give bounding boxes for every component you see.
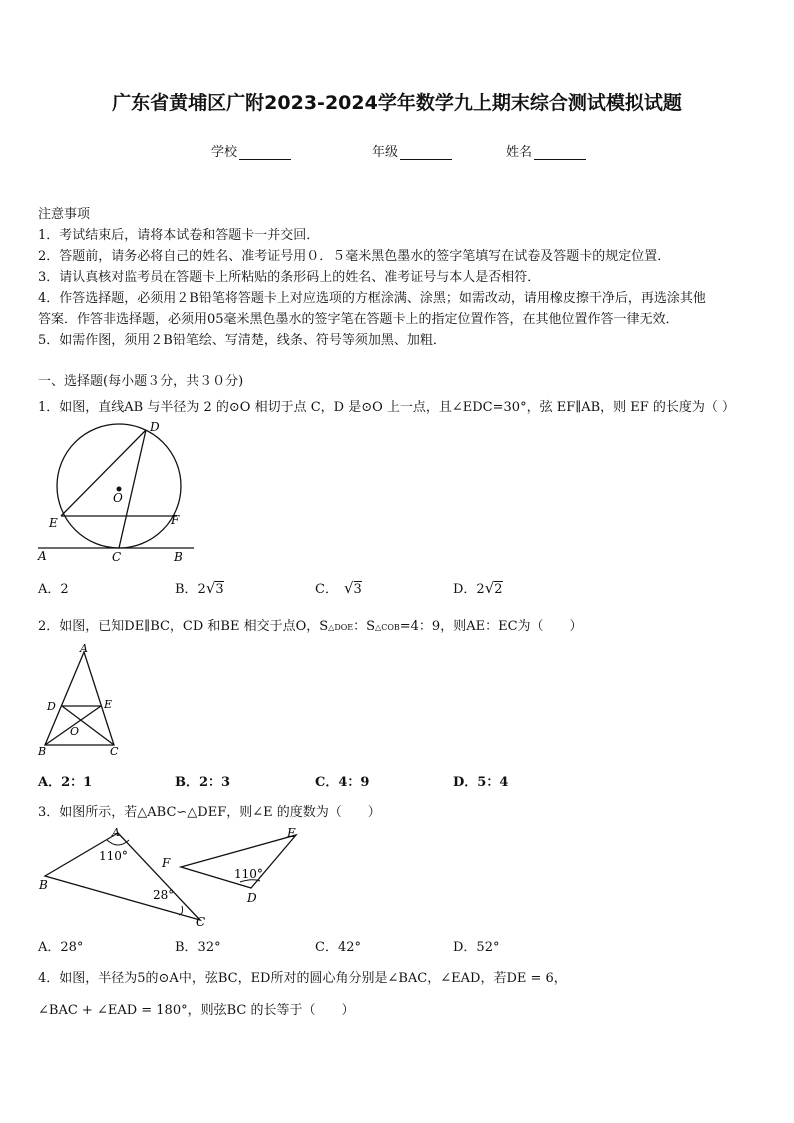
q3-angle-a: 110° bbox=[99, 849, 128, 863]
q1-option-d-label: D．2 bbox=[453, 582, 485, 597]
q2-stem bbox=[38, 615, 583, 634]
q1-option-a[interactable]: A．2 bbox=[38, 582, 69, 597]
q3-label-a: A bbox=[112, 826, 120, 839]
q2-sub2: △COB bbox=[375, 623, 400, 632]
q1-label-b: B bbox=[174, 550, 183, 564]
name-blank[interactable] bbox=[534, 147, 586, 160]
note-item: 1．考试结束后，请将本试卷和答题卡一并交回． bbox=[38, 228, 320, 243]
note-item: 3．请认真核对监考员在答题卡上所粘贴的条形码上的姓名、准考证号与本人是否相符． bbox=[38, 270, 541, 285]
school-blank[interactable] bbox=[239, 147, 291, 160]
note-item: 答案．作答非选择题，必须用05毫米黑色墨水的签字笔在答题卡上的指定位置作答，在其他位置作答一律无效． bbox=[38, 312, 679, 327]
q1-label-e: E bbox=[49, 516, 58, 530]
q1-label-d: D bbox=[150, 420, 160, 434]
note-item: 5．如需作图，须用２B铅笔绘、写清楚，线条、符号等须加黑、加粗． bbox=[38, 333, 446, 348]
q3-label-b: B bbox=[39, 878, 48, 892]
q3-triangle-abc bbox=[45, 833, 200, 920]
q2-option-c[interactable]: C．4：9 bbox=[315, 775, 370, 790]
q3-figure bbox=[34, 822, 324, 932]
q1-option-c[interactable] bbox=[315, 578, 362, 597]
q1-label-a: A bbox=[38, 549, 47, 563]
q1-label-o: O bbox=[113, 491, 123, 505]
q3-option-c[interactable]: C．42° bbox=[315, 940, 361, 955]
q2-option-b[interactable]: B．2：3 bbox=[175, 775, 231, 790]
q1-option-d-radicand: 2 bbox=[494, 582, 503, 597]
q2-label-b: B bbox=[38, 745, 47, 758]
q2-label-a: A bbox=[80, 642, 88, 655]
q1-figure bbox=[34, 416, 204, 566]
school-label: 学校 bbox=[211, 145, 238, 160]
q2-label-d: D bbox=[47, 700, 56, 713]
q1-label-c: C bbox=[112, 550, 122, 564]
q3-angle-d: 110° bbox=[234, 867, 263, 881]
q1-option-b[interactable] bbox=[175, 578, 224, 597]
q3-option-b[interactable]: B．32° bbox=[175, 940, 221, 955]
notes-heading: 注意事项 bbox=[38, 207, 91, 222]
q2-label-c: C bbox=[110, 745, 119, 758]
name-label: 姓名 bbox=[506, 145, 533, 160]
page-title: 广东省黄埔区广附2023-2024学年数学九上期末综合测试模拟试题 bbox=[112, 92, 682, 114]
q3-option-a[interactable]: A．28° bbox=[38, 940, 84, 955]
name-field[interactable] bbox=[506, 141, 586, 160]
q2-option-d[interactable]: D．5：4 bbox=[453, 775, 509, 790]
q2-sub1: △DOE bbox=[328, 623, 354, 632]
q1-label-f: F bbox=[171, 513, 180, 527]
q4-stem-line1: 4．如图，半径为5的⊙A中，弦BC，ED所对的圆心角分别是∠BAC，∠EAD，若DE = 6， bbox=[38, 971, 567, 986]
q3-option-d[interactable]: D．52° bbox=[453, 940, 500, 955]
sqrt-icon: √ bbox=[343, 579, 354, 597]
q2-label-e: E bbox=[104, 698, 113, 711]
q1-stem: 1．如图，直线AB 与半径为 2 的⊙O 相切于点 C，D 是⊙O 上一点，且∠EDC=30°，弦 EF∥AB，则 EF 的长度为（ ） bbox=[38, 400, 736, 415]
q2-label-o: O bbox=[70, 725, 80, 738]
q2-figure bbox=[34, 640, 134, 760]
grade-label: 年级 bbox=[372, 145, 399, 160]
q1-option-c-label: C． bbox=[315, 582, 338, 597]
q2-option-a[interactable]: A．2：1 bbox=[38, 775, 93, 790]
q3-label-f: F bbox=[162, 856, 171, 870]
q1-circle bbox=[57, 424, 181, 548]
q1-option-b-radicand: 3 bbox=[215, 582, 224, 597]
section-heading: 一、选择题(每小题３分，共３０分) bbox=[38, 374, 244, 389]
q2-stem-b: ：S bbox=[353, 619, 376, 634]
q2-stem-c: =4：9，则AE：EC为（ ） bbox=[399, 619, 583, 634]
q1-line-dc bbox=[119, 430, 146, 548]
q1-option-b-label: B．2 bbox=[175, 582, 206, 597]
q2-stem-a: 2．如图，已知DE∥BC，CD 和BE 相交于点O，S bbox=[38, 619, 329, 634]
q3-stem: 3．如图所示，若△ABC∽△DEF，则∠E 的度数为（ ） bbox=[38, 805, 381, 820]
q3-label-c: C bbox=[196, 915, 206, 929]
sqrt-icon: √ bbox=[205, 579, 216, 597]
q3-angle-c: 28° bbox=[153, 888, 175, 902]
sqrt-icon: √ bbox=[484, 579, 495, 597]
q3-label-e: E bbox=[287, 826, 296, 840]
q3-label-d: D bbox=[247, 891, 257, 905]
grade-field[interactable] bbox=[372, 141, 452, 160]
q1-option-c-radicand: 3 bbox=[353, 582, 362, 597]
note-item: 2．答题前，请务必将自己的姓名、准考证号用０．５毫米黑色墨水的签字笔填写在试卷及答题卡的规定位置． bbox=[38, 249, 671, 264]
note-item: 4．作答选择题，必须用２B铅笔将答题卡上对应选项的方框涂满、涂黑；如需改动，请用橡皮擦干净后，再选涂其他 bbox=[38, 291, 706, 306]
school-field[interactable] bbox=[211, 141, 291, 160]
q1-option-d[interactable] bbox=[453, 578, 503, 597]
grade-blank[interactable] bbox=[400, 147, 452, 160]
q4-stem-line2: ∠BAC + ∠EAD = 180°，则弦BC 的长等于（ ） bbox=[38, 1003, 355, 1018]
